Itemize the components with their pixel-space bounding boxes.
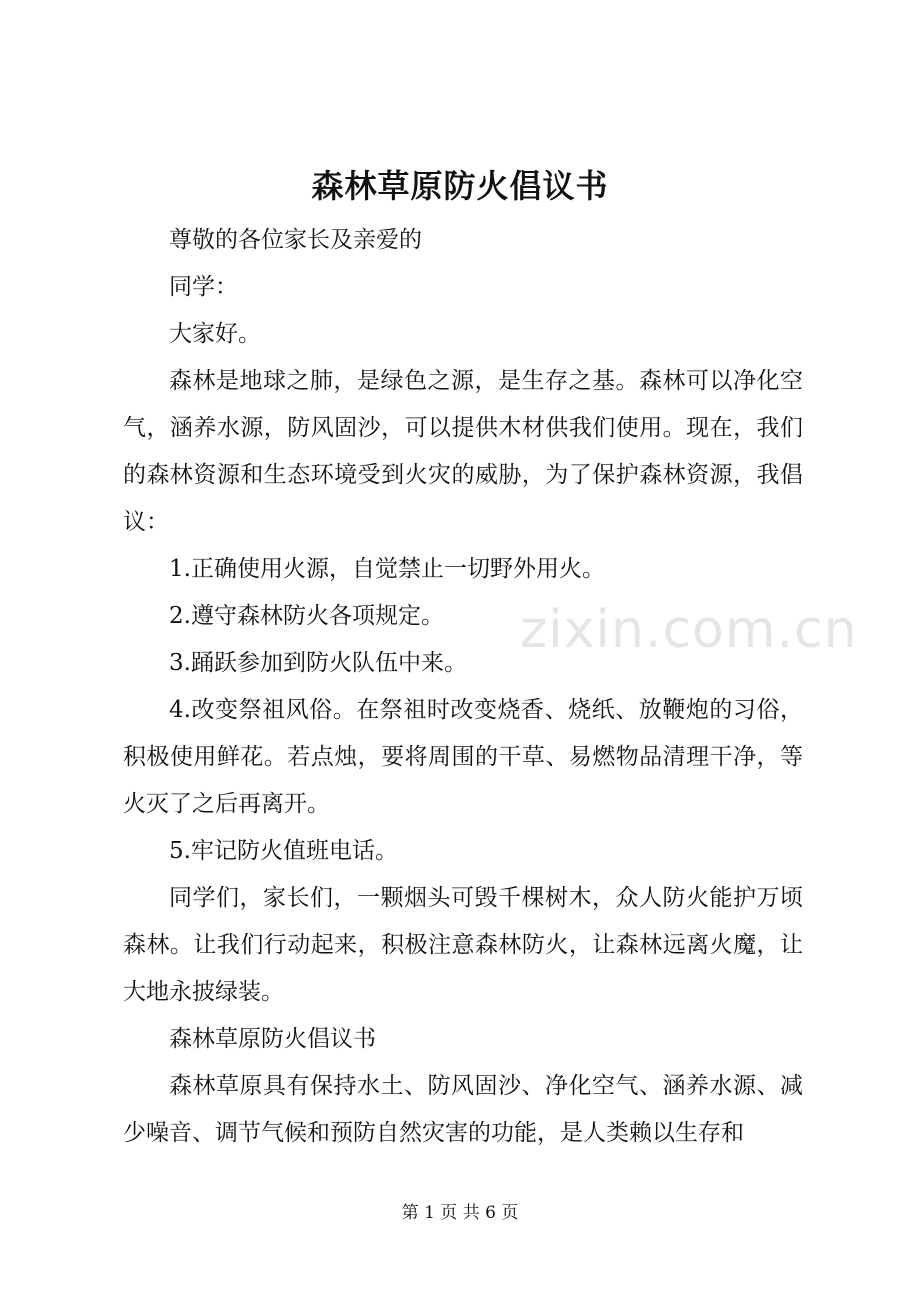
page-footer: 第 1 页 共 6 页	[401, 1203, 519, 1223]
paragraph: 1.正确使用火源，自觉禁止一切野外用火。	[169, 556, 605, 582]
paragraph: 尊敬的各位家长及亲爱的	[169, 227, 422, 253]
paragraph: 2.遵守森林防火各项规定。	[169, 603, 444, 629]
paragraph: 3.踊跃参加到防火队伍中来。	[169, 650, 467, 676]
paragraph: 大家好。	[169, 321, 261, 347]
paragraph: 5.牢记防火值班电话。	[169, 838, 398, 864]
paragraph: 森林草原具有保持水土、防风固沙、净化空气、涵养水源、减少噪音、调节气候和预防自然灾害的功能，是人类赖以生存和	[123, 1073, 803, 1146]
paragraph: 同学：	[169, 274, 238, 300]
paragraph: 同学们，家长们，一颗烟头可毁千棵树木，众人防火能护万顷森林。让我们行动起来，积极注意森林防火，让森林远离火魔，让大地永披绿装。	[123, 885, 803, 1005]
watermark: zixin.com.cn	[520, 600, 858, 660]
paragraph: 森林是地球之肺，是绿色之源，是生存之基。森林可以净化空气，涵养水源，防风固沙，可以提供木材供我们使用。现在，我们的森林资源和生态环境受到火灾的威胁，为了保护森林资源，我倡议：	[123, 368, 803, 535]
paragraph: 森林草原防火倡议书	[169, 1026, 376, 1052]
document-body	[123, 217, 803, 1157]
document-title: 森林草原防火倡议书	[311, 167, 609, 205]
paragraph: 4.改变祭祖风俗。在祭祖时改变烧香、烧纸、放鞭炮的习俗，积极使用鲜花。若点烛，要将周围的干草、易燃物品清理干净，等火灭了之后再离开。	[123, 697, 803, 817]
